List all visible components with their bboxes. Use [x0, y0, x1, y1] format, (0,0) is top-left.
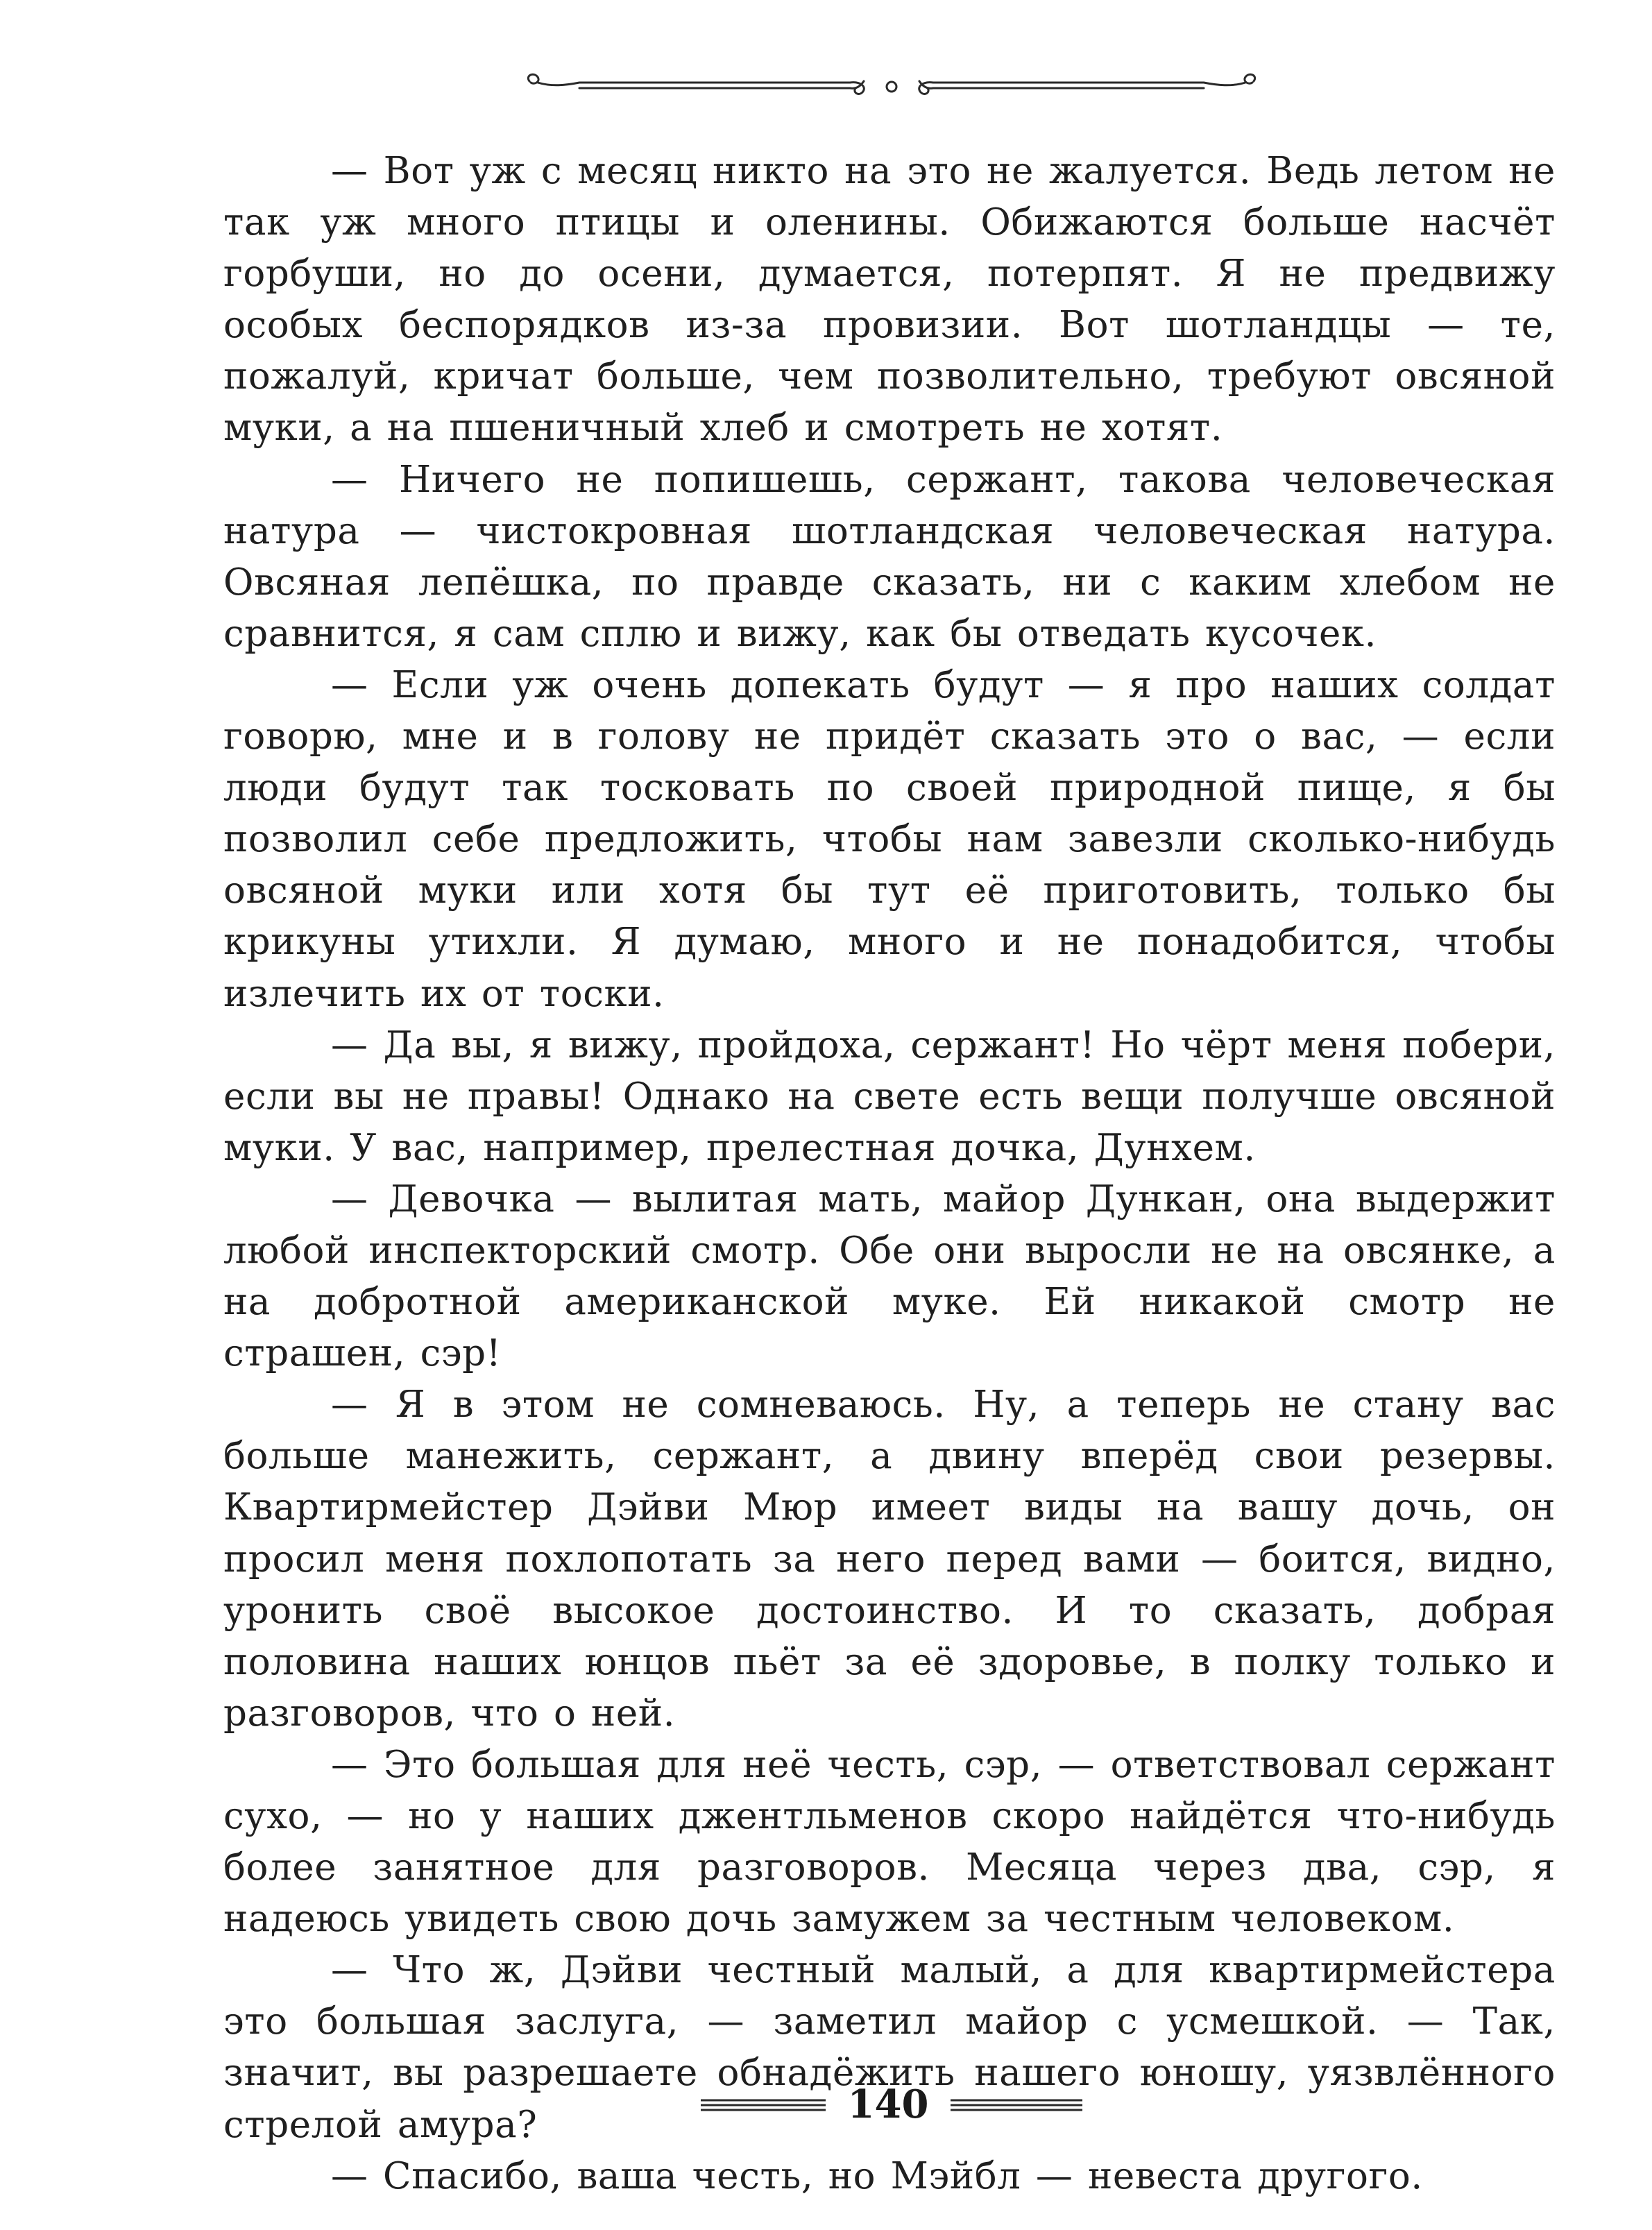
page-footer: [0, 2078, 1652, 2134]
footer-rule-right: [951, 2097, 1082, 2111]
page-text: [223, 146, 1556, 2202]
paragraph-2: — Ничего не попишешь, сержант, такова человеческая натура — чистокровная шотландская человеческая натура. Овсяная лепёшка, по правде сказать, ни с каким хлебом не сравнится, я сам сплю и вижу, как бы отведать кусочек.: [223, 458, 1556, 655]
paragraph-4: — Да вы, я вижу, пройдоха, сержант! Но чёрт меня побери, если вы не правы! Однако на свете есть вещи получше овсяной муки. У вас, например, прелестная дочка, Дунхем.: [223, 1023, 1556, 1169]
paragraph-9: — Спасибо, ваша честь, но Мэйбл — невеста другого.: [331, 2154, 1423, 2197]
paragraph-3: — Если уж очень допекать будут — я про наших солдат говорю, мне и в голову не придёт сказать это о вас, — если люди будут так тосковать по своей природной пище, я бы позволил себе предложить, чтобы нам завезли сколько-нибудь овсяной муки или хотя бы тут её приготовить, только бы крикуны утихли. Я думаю, много и не понадобится, чтобы излечить их от тоски.: [223, 663, 1556, 1015]
paragraph-7: — Это большая для неё честь, сэр, — ответствовал сержант сухо, — но у наших джентльменов скоро найдётся что-нибудь более занятное для разговоров. Месяца через два, сэр, я надеюсь увидеть свою дочь замужем за честным человеком.: [223, 1743, 1556, 1941]
paragraph-1: — Вот уж с месяц никто на это не жалуется. Ведь летом не так уж много птицы и оленины. Обижаются больше насчёт горбуши, но до осени, думается, потерпят. Я не предвижу особых беспорядков из-за провизии. Вот шотландцы — те, пожалуй, кричат больше, чем позволительно, требуют овсяной муки, а на пшеничный хлеб и смотреть не хотят.: [223, 150, 1556, 450]
header-ornament: [524, 66, 1259, 101]
paragraph-5: — Девочка — вылитая мать, майор Дункан, она выдержит любой инспекторский смотр. Обе они выросли не на овсянке, а на добротной американской муке. Ей никакой смотр не страшен, сэр!: [223, 1177, 1556, 1375]
footer-rule-left: [701, 2097, 826, 2111]
paragraph-8: — Что ж, Дэйви честный малый, а для квартирмейстера это большая заслуга, — заметил майор с усмешкой. — Так, значит, вы разрешаете обнадёжить нашего юношу, уязвлённого стрелой амура?: [223, 1949, 1556, 2146]
paragraph-6: — Я в этом не сомневаюсь. Ну, а теперь не стану вас больше манежить, сержант, а двину вперёд свои резервы. Квартирмейстер Дэйви Мюр имеет виды на вашу дочь, он просил меня похлопотать за него перед вами — боится, видно, уронить своё высокое достоинство. И то сказать, добрая половина наших юнцов пьёт за её здоровье, в полку только и разговоров, что о ней.: [223, 1384, 1556, 1735]
page-number: 140: [847, 2082, 929, 2127]
